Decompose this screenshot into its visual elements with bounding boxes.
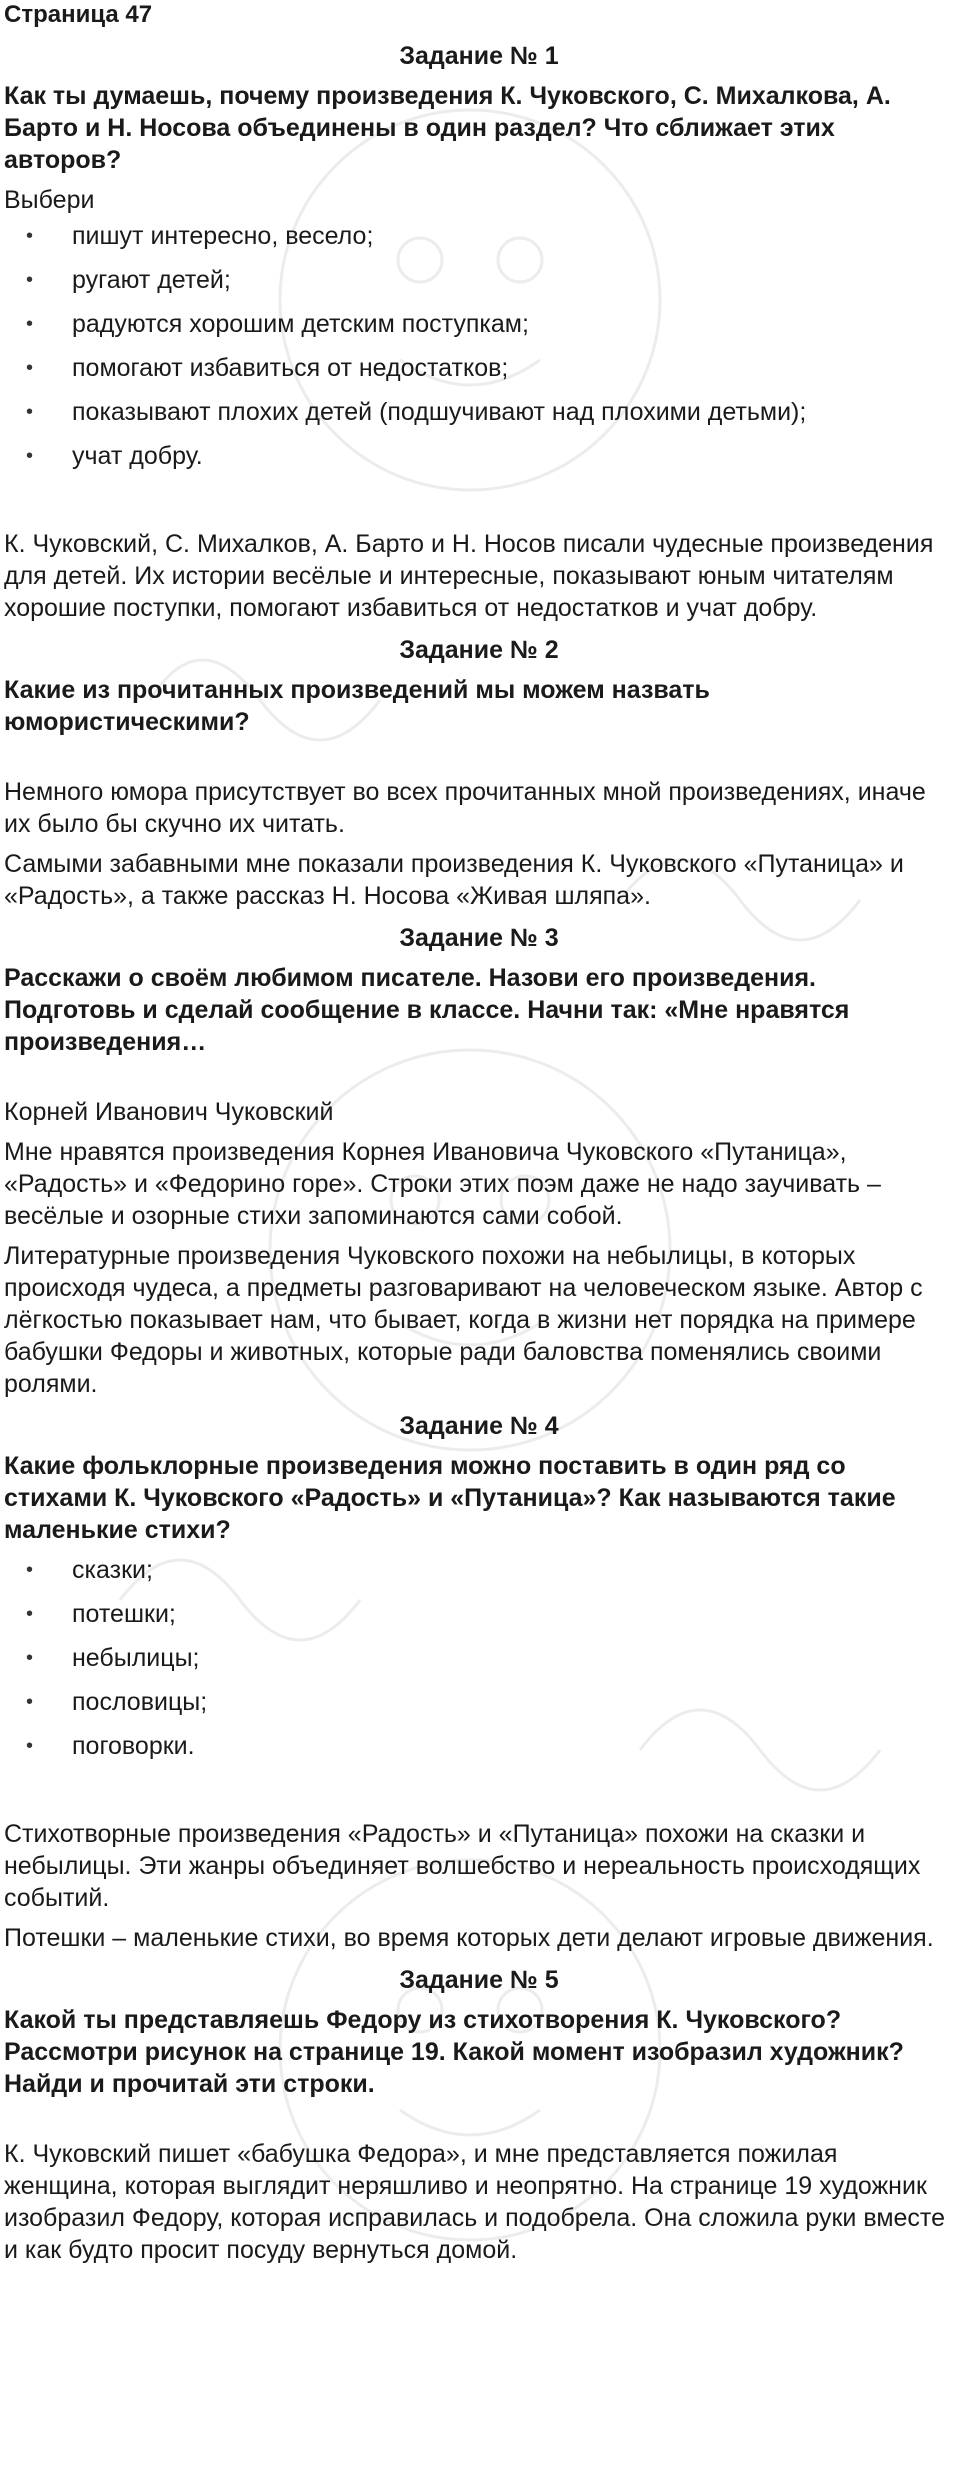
- list-item: [4, 396, 954, 428]
- option-text: поговорки.: [72, 1732, 195, 1760]
- bullet-icon: •: [26, 1647, 34, 1669]
- choose-label: Выбери: [4, 186, 95, 214]
- task-heading: Задание № 1: [399, 42, 559, 70]
- option-text: радуются хорошим детским поступкам;: [72, 310, 529, 338]
- option-text: пословицы;: [72, 1688, 208, 1716]
- bullet-icon: •: [26, 269, 34, 291]
- option-text: ругают детей;: [72, 266, 231, 294]
- bullet-icon: •: [26, 445, 34, 467]
- option-text: небылицы;: [72, 1644, 200, 1672]
- answer-paragraph: Мне нравятся произведения Корнея Ивановича Чуковского «Путаница», «Радость» и «Федорино горе». Строки этих поэм даже не надо заучивать – весёлые и озорные стихи запоминаются сами собой.: [4, 1138, 881, 1230]
- page-title: Страница 47: [4, 1, 153, 28]
- task-heading: Задание № 4: [399, 1412, 559, 1440]
- answer-paragraph: Потешки – маленькие стихи, во время которых дети делают игровые движения.: [4, 1924, 934, 1952]
- option-text: помогают избавиться от недостатков;: [72, 354, 509, 382]
- list-item: [4, 1554, 954, 1586]
- option-text: показывают плохих детей (подшучивают над плохими детьми);: [72, 398, 807, 426]
- task-heading: Задание № 3: [399, 924, 559, 952]
- answer-paragraph: Немного юмора присутствует во всех прочитанных мной произведениях, иначе их было бы скучно их читать.: [4, 778, 926, 838]
- bullet-icon: •: [26, 401, 34, 423]
- bullet-icon: •: [26, 357, 34, 379]
- task-question: Какие фольклорные произведения можно поставить в один ряд со стихами К. Чуковского «Радость» и «Путаница»? Как называются такие маленькие стихи?: [4, 1452, 896, 1544]
- task-1: [4, 40, 954, 624]
- bullet-icon: •: [26, 1691, 34, 1713]
- option-text: учат добру.: [72, 442, 203, 470]
- task-question: Какие из прочитанных произведений мы можем назвать юмористическими?: [4, 676, 710, 736]
- task-question: Расскажи о своём любимом писателе. Назови его произведения. Подготовь и сделай сообщение в классе. Начни так: «Мне нравятся произведения…: [4, 964, 850, 1056]
- bullet-icon: •: [26, 225, 34, 247]
- task-heading: Задание № 2: [399, 636, 559, 664]
- list-item: [4, 1686, 954, 1718]
- options-list: [4, 1554, 954, 1762]
- option-text: пишут интересно, весело;: [72, 222, 374, 250]
- answer-paragraph: Самыми забавными мне показали произведения К. Чуковского «Путаница» и «Радость», а также рассказ Н. Носова «Живая шляпа».: [4, 850, 904, 910]
- answer-paragraph: К. Чуковский, С. Михалков, А. Барто и Н. Носов писали чудесные произведения для детей. Их истории весёлые и интересные, показывают юным читателям хорошие поступки, помогают избавиться от недостатков и учат добру.: [4, 530, 934, 622]
- task-2: [4, 634, 954, 912]
- answer-paragraph: Стихотворные произведения «Радость» и «Путаница» похожи на сказки и небылицы. Эти жанры объединяет волшебство и нереальность происходящих событий.: [4, 1820, 921, 1912]
- answer-paragraph: К. Чуковский пишет «бабушка Федора», и мне представляется пожилая женщина, которая выглядит неряшливо и неопрятно. На странице 19 художник изобразил Федору, которая исправилась и подобрела. Она сложила руки вместе и как будто просит посуду вернуться домой.: [4, 2140, 946, 2264]
- task-question: Какой ты представляешь Федору из стихотворения К. Чуковского? Рассмотри рисунок на странице 19. Какой момент изобразил художник? Найди и прочитай эти строки.: [4, 2006, 904, 2098]
- option-text: сказки;: [72, 1556, 153, 1584]
- list-item: [4, 1642, 954, 1674]
- bullet-icon: •: [26, 1559, 34, 1581]
- task-3: [4, 922, 954, 1400]
- task-4: [4, 1410, 954, 1954]
- options-list: [4, 220, 954, 472]
- list-item: [4, 352, 954, 384]
- answer-paragraph: Корней Иванович Чуковский: [4, 1098, 334, 1126]
- task-heading: Задание № 5: [399, 1966, 559, 1994]
- list-item: [4, 1730, 954, 1762]
- list-item: [4, 440, 954, 472]
- list-item: [4, 1598, 954, 1630]
- bullet-icon: •: [26, 1735, 34, 1757]
- task-5: [4, 1964, 954, 2266]
- answer-paragraph: Литературные произведения Чуковского похожи на небылицы, в которых происходя чудеса, а предметы разговаривают на человеческом языке. Автор с лёгкостью показывает нам, что бывает, когда в жизни нет порядка на примере бабушки Федоры и животных, которые ради баловства поменялись своими ролями.: [4, 1242, 923, 1398]
- list-item: [4, 264, 954, 296]
- list-item: [4, 220, 954, 252]
- task-question: Как ты думаешь, почему произведения К. Чуковского, С. Михалкова, А. Барто и Н. Носова объединены в один раздел? Что сближает этих авторов?: [4, 82, 891, 174]
- bullet-icon: •: [26, 313, 34, 335]
- bullet-icon: •: [26, 1603, 34, 1625]
- list-item: [4, 308, 954, 340]
- option-text: потешки;: [72, 1600, 176, 1628]
